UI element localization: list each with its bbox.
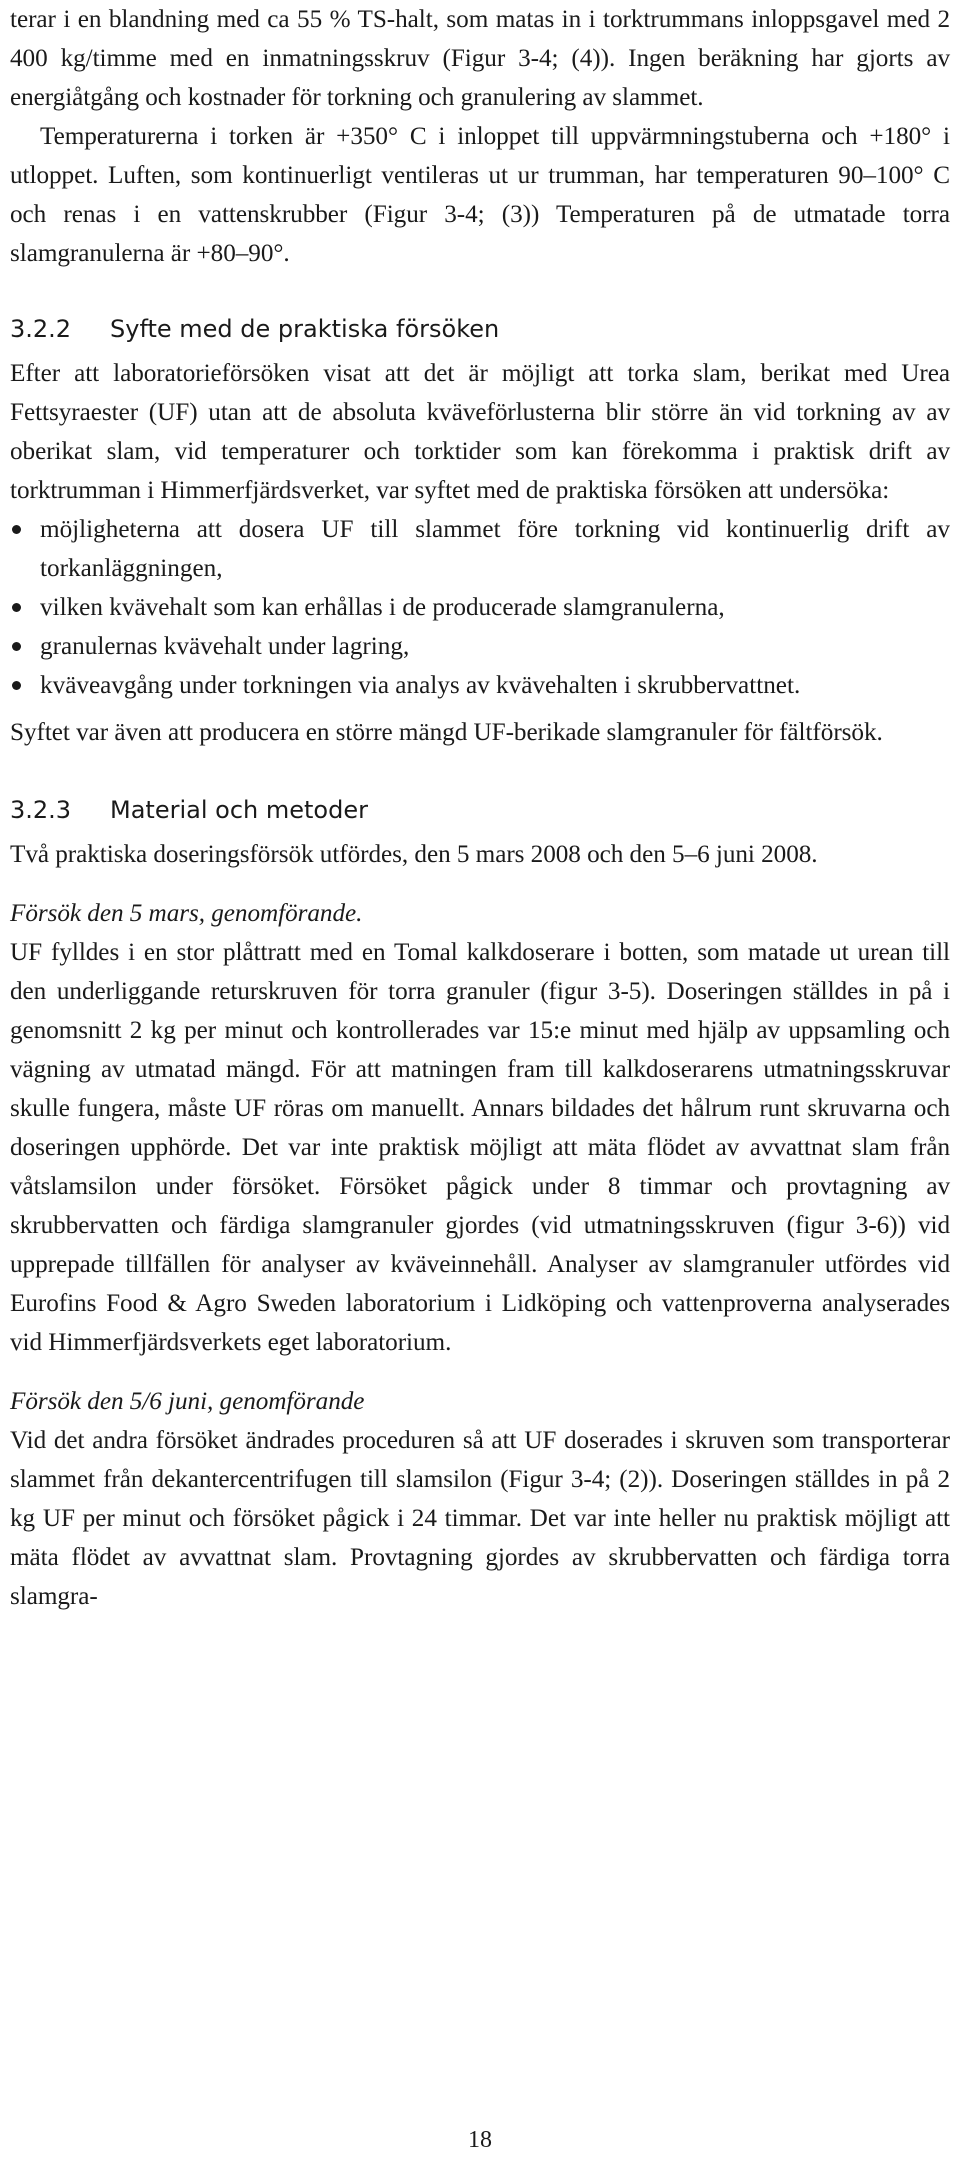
- spacer: [10, 705, 950, 713]
- spacer: [10, 273, 950, 310]
- page-content: [10, 0, 950, 1616]
- spacer: [10, 874, 950, 894]
- paragraph-purpose-closing: Syftet var även att producera en större mängd UF-berikade slamgranuler för fältförsök.: [10, 719, 883, 746]
- paragraph-march-trial: UF fylldes i en stor plåttratt med en Tomal kalkdoserare i botten, som matade ut urean till den underliggande returskruven för torra granuler (figur 3-5). Doseringen ställdes in på i genomsnitt 2 kg per minut och kontrollerades var 15:e minut med hjälp av uppsamling och vägning av utmatad mängd. För att matningen fram till kalkdoserarens utmatningsskruvar skulle fungera, måste UF röras om manuellt. Annars bildades det hålrum runt skruvarna och doseringen upphörde. Det var inte praktisk möjligt att mäta flödet av avvattnat slam från våtslamsilon under försöket. Försöket pågick under 8 timmar och provtagning av skrubbervatten och färdiga slamgranuler gjordes (vid utmatningsskruven (figur 3-6)) vid upprepade tillfällen för analyser av kväveinnehåll. Analyser av slamgranuler utfördes vid Eurofins Food & Agro Sweden laboratorium i Lidköping och vattenproverna analyserades vid Himmerfjärdsverkets eget laboratorium.: [10, 939, 950, 1356]
- bullet-item: möjligheterna att dosera UF till slammet före torkning vid kontinuerlig drift av torkanläggningen,: [10, 510, 950, 588]
- section-heading-methods: [10, 791, 950, 830]
- subheading-march-trial: Försök den 5 mars, genomförande.: [10, 900, 363, 927]
- paragraph-drum-feed: terar i en blandning med ca 55 % TS-halt, som matas in i torktrummans inloppsgavel med 2 400 kg/timme med en inmatningsskruv (Figur 3-4; (4)). Ingen beräkning har gjorts av energiåtgång och kostnader för torkning och granulering av slammet.: [10, 6, 950, 111]
- paragraph-methods-intro: Två praktiska doseringsförsök utfördes, den 5 mars 2008 och den 5–6 juni 2008.: [10, 841, 818, 868]
- spacer: [10, 1362, 950, 1382]
- section-number: 3.2.3: [10, 796, 72, 824]
- subheading-june-trial: Försök den 5/6 juni, genomförande: [10, 1388, 365, 1415]
- bullet-item: kväveavgång under torkningen via analys av kvävehalten i skrubbervattnet.: [10, 666, 950, 705]
- purpose-bullet-list: [10, 510, 950, 705]
- page-number: 18: [468, 2127, 492, 2153]
- paragraph-june-trial: Vid det andra försöket ändrades proceduren så att UF doserades i skruven som transporterar slammet från dekantercentrifugen till slamsilon (Figur 3-4; (2)). Doseringen ställdes in på 2 kg UF per minut och försöket pågick i 24 timmar. Det var inte heller nu praktisk möjligt att mäta flödet av avvattnat slam. Provtagning gjordes av skrubbervatten och färdiga torra slamgra-: [10, 1427, 950, 1610]
- section-title: Material och metoder: [110, 796, 368, 824]
- paragraph-temperatures: Temperaturerna i torken är +350° C i inloppet till uppvärmningstuberna och +180° i utloppet. Luften, som kontinuerligt ventileras ut ur trumman, har temperaturen 90–100° C och renas i en vattenskrubber (Figur 3-4; (3)) Temperaturen på de utmatade torra slamgranulerna är +80–90°.: [10, 123, 950, 267]
- bullet-item: vilken kvävehalt som kan erhållas i de producerade slamgranulerna,: [10, 588, 950, 627]
- section-title: Syfte med de praktiska försöken: [110, 315, 500, 343]
- section-heading-purpose: [10, 310, 950, 349]
- paragraph-purpose-intro: Efter att laboratorieförsöken visat att det är möjligt att torka slam, berikat med Urea Fettsyraester (UF) utan att de absoluta kväveförlusterna blir större än vid torkning av av oberikat slam, vid temperaturer och torktider som kan förekomma i praktisk drift av torktrumman i Himmerfjärdsverket, var syftet med de praktiska försöken att undersöka:: [10, 360, 950, 504]
- section-number: 3.2.2: [10, 315, 72, 343]
- spacer: [10, 752, 950, 791]
- bullet-item: granulernas kvävehalt under lagring,: [10, 627, 950, 666]
